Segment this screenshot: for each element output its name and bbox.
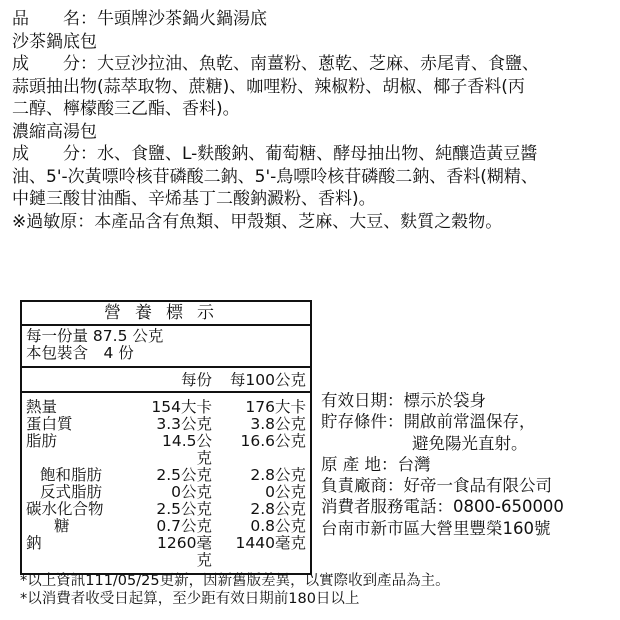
origin-info: 原 產 地：台灣 (321, 454, 431, 474)
nutrient-name: 碳水化合物 (26, 500, 104, 518)
nutrition-title: 營養標示 (22, 302, 310, 326)
per-serving-value: 2.5公克 (156, 466, 212, 484)
per-serving-value: 14.5公克 (161, 432, 212, 467)
per-serving-value: 1260毫克 (157, 534, 212, 569)
section2-ingredients-line-3: 中鏈三酸甘油酯、辛烯基丁二酸鈉澱粉、香料)。 (12, 189, 376, 209)
col-per-100g: 每100公克 (229, 371, 306, 389)
per-100g-value: 176大卡 (245, 398, 306, 416)
nutrient-name: 糖 (54, 517, 70, 535)
nutrition-header-row (22, 368, 310, 393)
nutrient-name: 飽和脂肪 (40, 466, 103, 484)
per-serving-value: 2.5公克 (156, 500, 212, 518)
col-per-serving: 每份 (180, 371, 212, 389)
nutrition-row (26, 433, 306, 467)
section2-title: 濃縮高湯包 (12, 121, 97, 142)
section1-title: 沙茶鍋底包 (12, 31, 97, 52)
per-100g-value: 2.8公克 (250, 466, 306, 484)
section1-ingredients-line-1: 成 分：大豆沙拉油、魚乾、南薑粉、蔥乾、芝麻、赤尾青、食鹽、 (12, 54, 539, 74)
nutrition-row (26, 467, 306, 484)
footnote-update: *以上資訊111/05/25更新，因新舊版差異，以實際收到產品為主。 (20, 573, 450, 589)
product-name-line (12, 8, 612, 31)
section2-ingredients-label: 成 分： (12, 144, 97, 164)
nutrition-row (26, 501, 306, 518)
per-100g-value: 16.6公克 (240, 432, 306, 450)
storage-info: 貯存條件：開啟前常溫保存， (321, 412, 536, 432)
storage-info-cont: 避免陽光直射。 (412, 433, 528, 453)
per-100g-value: 3.8公克 (250, 415, 306, 433)
footnote-expiry: *以消費者收受日起算，至少距有效日期前180日以上 (20, 591, 360, 607)
section1-ingredients-label: 成 分： (12, 54, 97, 74)
section2-ingredients-line-1: 成 分：水、食鹽、L-麩酸鈉、葡萄糖、酵母抽出物、純釀造黃豆醬 (12, 144, 538, 164)
nutrient-name: 脂肪 (26, 432, 58, 450)
address-info: 台南市新市區大營里豐榮160號 (321, 518, 551, 538)
per-serving-value: 3.3公克 (156, 415, 212, 433)
servings-per-package: 本包裝含 4 份 (26, 344, 134, 362)
per-serving-value: 0公克 (171, 483, 212, 501)
product-description (12, 8, 612, 233)
footnotes (20, 572, 610, 608)
allergen-statement: ※過敏原：本產品含有魚類、甲殼類、芝麻、大豆、麩質之穀物。 (12, 211, 503, 232)
product-name-label: 品 名： (12, 9, 97, 29)
per-100g-value: 1440毫克 (235, 534, 306, 552)
section2-ingredients-line-2: 油、5'-次黃嘌呤核苷磷酸二鈉、5'-鳥嘌呤核苷磷酸二鈉、香料(糊精、 (12, 166, 538, 187)
per-100g-value: 2.8公克 (250, 500, 306, 518)
manufacturer-info: 負責廠商：好帝一食品有限公司 (321, 476, 552, 496)
nutrition-rows (22, 393, 310, 573)
hotline-info: 消費者服務電話：0800-650000 (321, 497, 564, 517)
nutrition-row (26, 518, 306, 535)
expiry-info: 有效日期：標示於袋身 (321, 391, 486, 410)
nutrient-name: 熱量 (26, 398, 58, 416)
section1-ingredients-line-3: 二醇、檸檬酸三乙酯、香料)。 (12, 99, 240, 119)
nutrition-row (26, 535, 306, 569)
section1-ingredients-line-2: 蒜頭抽出物(蒜萃取物、蔗糖)、咖哩粉、辣椒粉、胡椒、椰子香料(丙 (12, 76, 525, 97)
product-info (321, 390, 616, 539)
per-serving-value: 0.7公克 (156, 517, 212, 535)
nutrient-name: 蛋白質 (26, 415, 73, 433)
nutrition-row (26, 399, 306, 416)
product-name-value: 牛頭牌沙茶鍋火鍋湯底 (97, 9, 267, 29)
nutrient-name: 鈉 (26, 534, 42, 552)
serving-info (22, 326, 310, 368)
per-100g-value: 0.8公克 (250, 517, 306, 535)
nutrition-row (26, 416, 306, 433)
nutrition-facts-table (20, 300, 312, 575)
nutrient-name: 反式脂肪 (40, 483, 103, 501)
nutrition-row (26, 484, 306, 501)
per-100g-value: 0公克 (265, 483, 306, 501)
serving-size: 每一份量 87.5 公克 (26, 327, 164, 345)
per-serving-value: 154大卡 (151, 398, 212, 416)
